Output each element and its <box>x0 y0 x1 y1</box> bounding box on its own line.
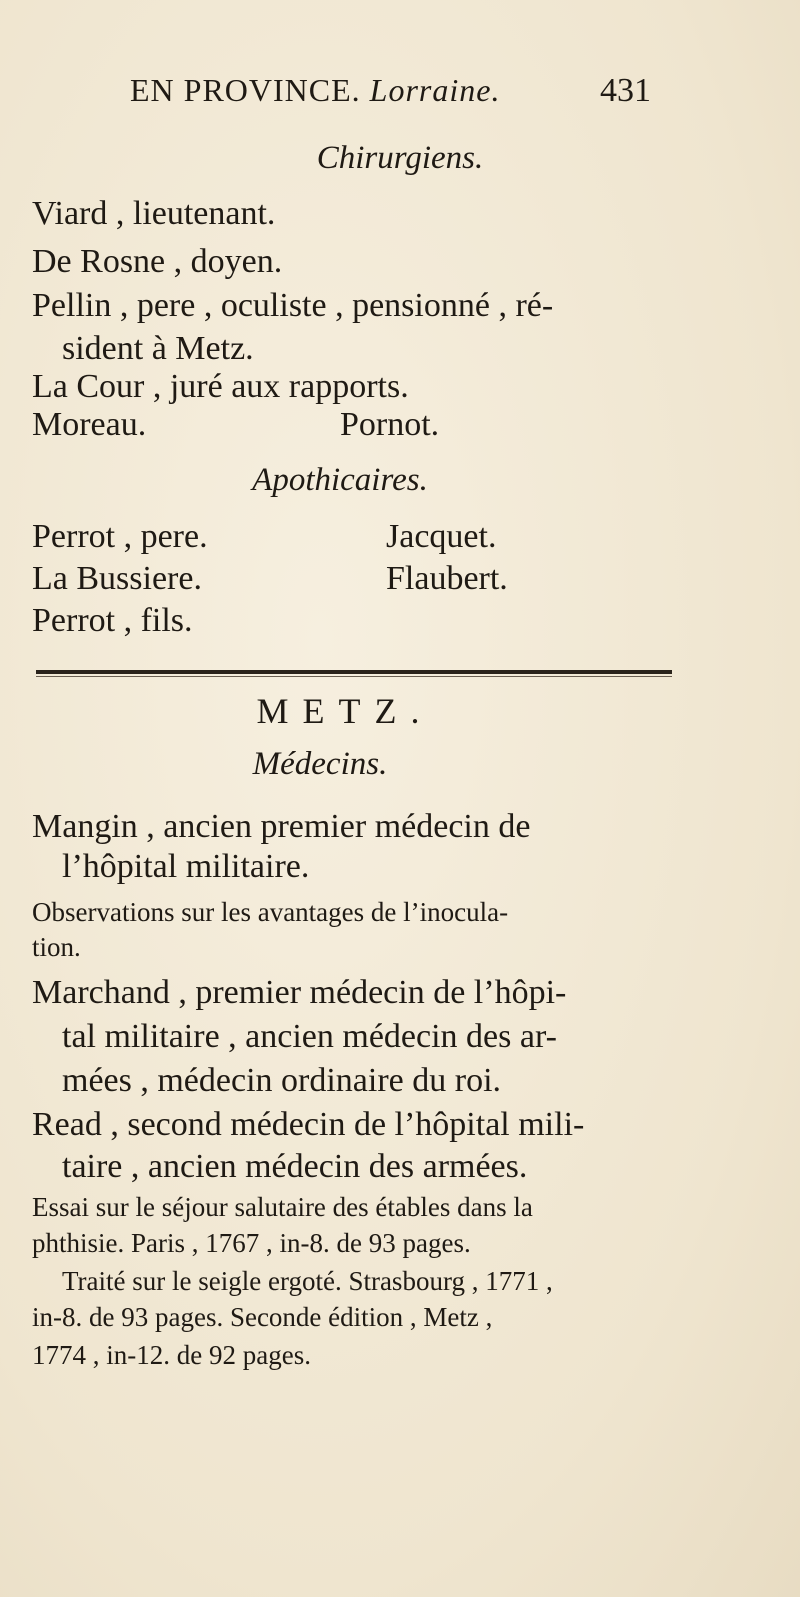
bibliography-line: Observations sur les avantages de l’inocula- <box>32 897 509 927</box>
running-title-province: EN PROVINCE. <box>130 72 361 108</box>
section-divider-thin <box>36 676 672 677</box>
bibliography-line: tion. <box>32 932 81 962</box>
entry-line: l’hôpital militaire. <box>62 848 310 885</box>
entry-line: sident à Metz. <box>62 330 254 367</box>
entry-line-left: Moreau. <box>32 406 147 443</box>
bibliography-line: in-8. de 93 pages. Seconde édition , Metz , <box>32 1302 493 1332</box>
apothicaire-right: Jacquet. <box>386 518 497 555</box>
apothicaire-left: Perrot , fils. <box>32 602 193 639</box>
apothicaire-left: La Bussiere. <box>32 560 202 597</box>
entry-line: De Rosne , doyen. <box>32 243 283 280</box>
section-title-chirurgiens: Chirurgiens. <box>316 140 484 176</box>
entry-line: Viard , lieutenant. <box>32 195 276 232</box>
section-title-apothicaires: Apothicaires. <box>252 462 428 498</box>
section-divider <box>36 670 672 674</box>
entry-line: tal militaire , ancien médecin des ar- <box>62 1018 557 1055</box>
apothicaire-left: Perrot , pere. <box>32 518 208 555</box>
entry-line: Mangin , ancien premier médecin de <box>32 808 531 845</box>
bibliography-line: phthisie. Paris , 1767 , in-8. de 93 pages. <box>32 1228 471 1258</box>
city-heading: METZ. <box>256 691 434 731</box>
entry-line: mées , médecin ordinaire du roi. <box>62 1062 502 1099</box>
apothicaire-right: Flaubert. <box>386 560 508 597</box>
entry-line: Pellin , pere , oculiste , pensionné , ré- <box>32 287 554 324</box>
running-title <box>130 72 500 109</box>
running-title-region: Lorraine. <box>369 72 501 108</box>
page-number: 431 <box>600 72 651 109</box>
bibliography-line: Traité sur le seigle ergoté. Strasbourg , 1771 , <box>62 1266 553 1296</box>
section-title-medecins: Médecins. <box>252 746 388 782</box>
bibliography-line: Essai sur le séjour salutaire des étables dans la <box>32 1192 533 1222</box>
entry-line: taire , ancien médecin des armées. <box>62 1148 528 1185</box>
entry-line: La Cour , juré aux rapports. <box>32 368 409 405</box>
entry-line-right: Pornot. <box>340 406 440 443</box>
entry-line: Marchand , premier médecin de l’hôpi- <box>32 974 567 1011</box>
bibliography-line: 1774 , in-12. de 92 pages. <box>32 1340 311 1370</box>
running-header <box>130 72 690 122</box>
entry-line: Read , second médecin de l’hôpital mili- <box>32 1106 585 1143</box>
